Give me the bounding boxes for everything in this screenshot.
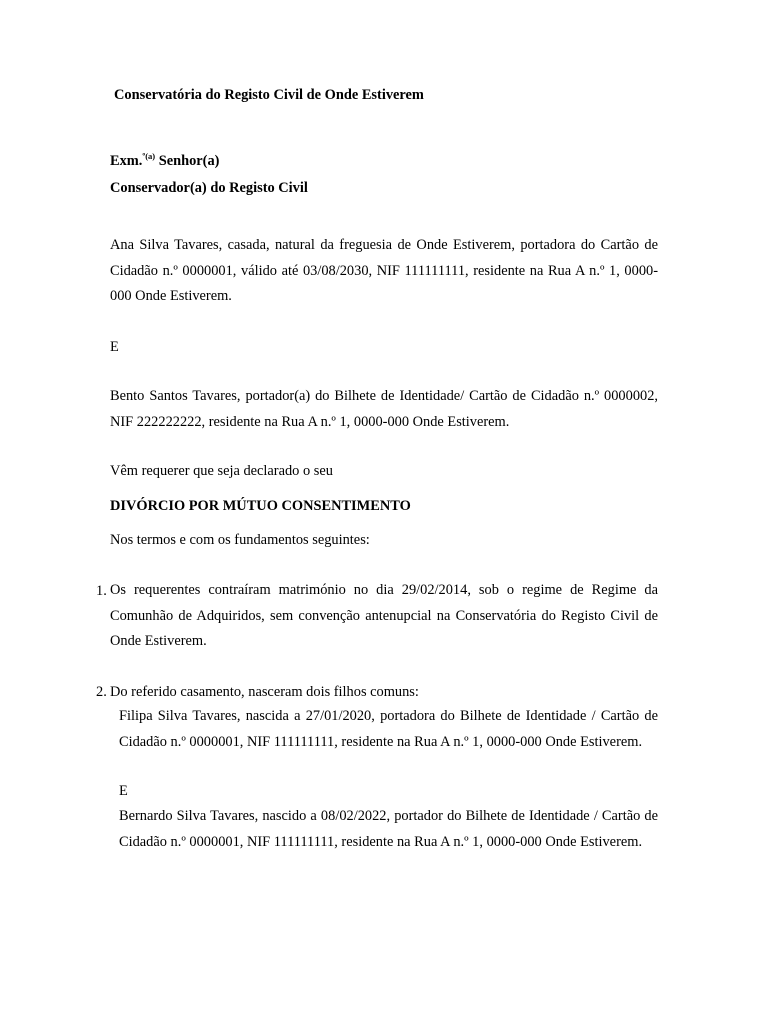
request-intro: Vêm requerer que seja declarado o seu [110, 463, 333, 479]
conjunction-e-children: E [119, 783, 128, 799]
salutation-suffix: Senhor(a) [155, 153, 220, 169]
child2-paragraph: Bernardo Silva Tavares, nascido a 08/02/2022, portador do Bilhete de Identidade / Cartão de Cidadão n.º 0000001, NIF 111111111, residente na Rua A n.º 1, 0000-000 Onde Estiverem. [119, 808, 658, 850]
item2-intro: Do referido casamento, nasceram dois filhos comuns: [110, 684, 419, 700]
salutation-prefix: Exm. [110, 153, 143, 169]
conjunction-e: E [110, 339, 119, 355]
party1-paragraph: Ana Silva Tavares, casada, natural da freguesia de Onde Estiverem, portadora do Cartão de Cidadão n.º 0000001, válido até 03/08/2030, NIF 111111111, residente na Rua A n.º 1, 0000-000 Onde Estiverem. [110, 237, 658, 304]
party2-paragraph: Bento Santos Tavares, portador(a) do Bilhete de Identidade/ Cartão de Cidadão n.º 0000002, NIF 222222222, residente na Rua A n.º 1, 0000-000 Onde Estiverem. [110, 388, 658, 430]
registry-title: Conservatória do Registo Civil de Onde Estiverem [114, 87, 424, 103]
item2-number: 2. [96, 684, 107, 700]
salutation-superscript: º(a) [142, 151, 156, 161]
item1-text [110, 578, 658, 655]
request-subject: DIVÓRCIO POR MÚTUO CONSENTIMENTO [110, 498, 411, 514]
addressee-title: Conservador(a) do Registo Civil [110, 180, 308, 196]
addressee-salutation [110, 152, 219, 170]
item1-number: 1. [96, 583, 107, 599]
item1-text-content: Os requerentes contraíram matrimónio no dia 29/02/2014, sob o regime de Regime da Comunhão de Adquiridos, sem convenção antenupcial na Conservatória do Registo Civil de Onde Estiverem. [110, 582, 658, 649]
request-grounds: Nos termos e com os fundamentos seguintes: [110, 532, 370, 548]
child1-paragraph: Filipa Silva Tavares, nascida a 27/01/2020, portadora do Bilhete de Identidade / Cartão de Cidadão n.º 0000001, NIF 111111111, residente na Rua A n.º 1, 0000-000 Onde Estiverem. [119, 708, 658, 750]
